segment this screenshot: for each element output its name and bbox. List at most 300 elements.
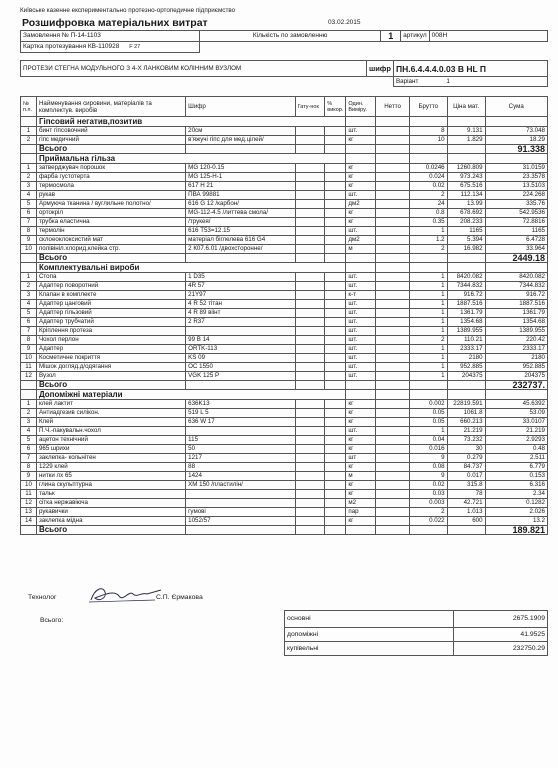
row-price: 208.233: [447, 218, 485, 227]
row-gross: 0.04: [409, 436, 447, 445]
row-sum: 952.885: [485, 363, 547, 372]
row-gross: 1: [409, 282, 447, 291]
row-gross: 0.05: [409, 409, 447, 418]
empty-cell: [376, 145, 410, 154]
row-net: [376, 427, 410, 436]
row-price: 0.017: [447, 472, 485, 481]
row-price: 9.131: [447, 127, 485, 136]
row-code: 21Y97: [186, 291, 295, 300]
row-pct: [325, 372, 346, 381]
row-net: [376, 273, 410, 282]
row-num: 8: [21, 227, 37, 236]
row-name: Адаптер: [36, 345, 185, 354]
row-ready: [295, 245, 325, 254]
section-num-cell: [21, 154, 37, 164]
row-num: 1: [21, 400, 37, 409]
row-gross: 2: [409, 245, 447, 254]
bought-value: 232750.29: [454, 642, 548, 656]
row-num: 2: [21, 173, 37, 182]
row-unit: кг: [346, 490, 376, 499]
row-name: Адаптер цанговий: [36, 300, 185, 309]
row-name: Кріплення протеза: [36, 327, 185, 336]
row-code: [186, 490, 295, 499]
row-gross: 0.022: [409, 517, 447, 526]
table-row: [21, 508, 548, 517]
row-gross: 1: [409, 291, 447, 300]
row-name: 965 шрихи: [36, 445, 185, 454]
row-name: нитки лх 65: [36, 472, 185, 481]
row-num: 4: [21, 300, 37, 309]
row-name: Вузол: [36, 372, 185, 381]
row-pct: [325, 236, 346, 245]
row-unit: кг: [346, 164, 376, 173]
row-sum: 73.048: [485, 127, 547, 136]
aux-label: допоміжні: [285, 628, 454, 642]
row-unit: кг: [346, 173, 376, 182]
empty-cell: [376, 154, 410, 164]
row-price: 16.982: [447, 245, 485, 254]
col-num: № п.п.: [21, 97, 37, 117]
empty-cell: [376, 390, 410, 400]
section-total-row: [21, 381, 548, 390]
row-code: 1424: [186, 472, 295, 481]
row-code: [186, 427, 295, 436]
empty-cell: [186, 254, 295, 263]
row-net: [376, 400, 410, 409]
row-pct: [325, 200, 346, 209]
row-name: 1229 клей: [36, 463, 185, 472]
row-sum: 335.76: [485, 200, 547, 209]
row-code: 115: [186, 436, 295, 445]
empty-cell: [376, 263, 410, 273]
table-row: [21, 418, 548, 427]
col-net: Нетто: [376, 97, 410, 117]
row-net: [376, 291, 410, 300]
col-unit: Один. Виміру.: [346, 97, 376, 117]
table-row: [21, 454, 548, 463]
table-row: [21, 372, 548, 381]
row-pct: [325, 209, 346, 218]
row-unit: шт.: [346, 127, 376, 136]
row-sum: 45.6392: [485, 400, 547, 409]
section-header-row: [21, 154, 548, 164]
row-gross: 1: [409, 273, 447, 282]
row-pct: [325, 227, 346, 236]
row-unit: кг: [346, 436, 376, 445]
row-gross: 1.2: [409, 236, 447, 245]
row-ready: [295, 182, 325, 191]
row-unit: м: [346, 472, 376, 481]
section-header-row: [21, 263, 548, 273]
row-name: рукавички: [36, 508, 185, 517]
row-net: [376, 445, 410, 454]
row-sum: 0.153: [485, 472, 547, 481]
empty-cell: [409, 381, 447, 390]
row-ready: [295, 463, 325, 472]
row-unit: дм2: [346, 236, 376, 245]
row-code: 519 L 5: [186, 409, 295, 418]
order-header-table: [20, 30, 548, 53]
row-sum: 1887.516: [485, 300, 547, 309]
row-gross: 0.03: [409, 490, 447, 499]
row-sum: 6.779: [485, 463, 547, 472]
row-price: 22819.591: [447, 400, 485, 409]
row-ready: [295, 300, 325, 309]
row-code: 636K13: [186, 400, 295, 409]
row-gross: 0.0246: [409, 164, 447, 173]
table-row: [21, 300, 548, 309]
row-code: ХМ 150 /пластилін/: [186, 481, 295, 490]
row-price: 5.394: [447, 236, 485, 245]
row-price: 1.013: [447, 508, 485, 517]
row-name: глина скульптурна: [36, 481, 185, 490]
row-name: полівініл.хлорид,клейка стр.: [36, 245, 185, 254]
total-num-cell: [21, 526, 37, 535]
empty-cell: [295, 254, 325, 263]
row-name: клей лактит: [36, 400, 185, 409]
row-price: 600: [447, 517, 485, 526]
row-price: 78: [447, 490, 485, 499]
row-num: 6: [21, 445, 37, 454]
row-sum: 53.09: [485, 409, 547, 418]
section-total-label: Всього: [36, 145, 185, 154]
row-gross: 1: [409, 363, 447, 372]
row-net: [376, 173, 410, 182]
table-row: [21, 136, 548, 145]
row-gross: 1: [409, 300, 447, 309]
empty-cell: [346, 254, 376, 263]
totals-table: [284, 610, 548, 656]
row-unit: дм2: [346, 200, 376, 209]
row-price: 952.885: [447, 363, 485, 372]
row-num: 1: [21, 127, 37, 136]
row-name: ацетон технічний: [36, 436, 185, 445]
row-net: [376, 127, 410, 136]
row-code: KS 09: [186, 354, 295, 363]
product-name: ПРОТЕЗИ СТЕГНА МОДУЛЬНОГО З 4-Х ЛАНКОВИМ КОЛІННИМ ВУЗЛОМ: [21, 61, 367, 77]
row-ready: [295, 472, 325, 481]
row-pct: [325, 336, 346, 345]
row-num: 3: [21, 418, 37, 427]
section-title: Комплектувальні вироби: [36, 263, 345, 273]
total-num-cell: [21, 145, 37, 154]
row-name: бинт гіпсовочний: [36, 127, 185, 136]
empty-cell: [186, 145, 295, 154]
row-price: 973.243: [447, 173, 485, 182]
row-num: 4: [21, 191, 37, 200]
table-row: [21, 182, 548, 191]
row-net: [376, 336, 410, 345]
row-num: 3: [21, 291, 37, 300]
table-row: [21, 517, 548, 526]
product-table: [20, 60, 548, 87]
section-title: Гіпсовий негатив,позитив: [36, 117, 345, 127]
empty-cell: [409, 145, 447, 154]
row-sum: 0.48: [485, 445, 547, 454]
page-title: Розшифровка матеріальних витрат: [22, 17, 208, 29]
row-unit: к-т: [346, 291, 376, 300]
row-pct: [325, 273, 346, 282]
row-code: 616 Т53=12.15: [186, 227, 295, 236]
row-sum: 1361.79: [485, 309, 547, 318]
row-ready: [295, 127, 325, 136]
section-total-value: 91.338: [485, 145, 547, 154]
row-name: Адаптер гільзовий: [36, 309, 185, 318]
row-net: [376, 218, 410, 227]
table-row: [21, 209, 548, 218]
row-ready: [295, 309, 325, 318]
row-gross: 1: [409, 227, 447, 236]
row-num: 2: [21, 136, 37, 145]
section-total-row: [21, 254, 548, 263]
empty-cell: [346, 263, 376, 273]
row-ready: [295, 436, 325, 445]
row-unit: шт.: [346, 282, 376, 291]
row-pct: [325, 173, 346, 182]
row-ready: [295, 291, 325, 300]
row-gross: 24: [409, 200, 447, 209]
row-name: трубка еластична: [36, 218, 185, 227]
row-pct: [325, 472, 346, 481]
row-gross: 2: [409, 508, 447, 517]
row-unit: кг: [346, 136, 376, 145]
row-net: [376, 508, 410, 517]
total-num-cell: [21, 381, 37, 390]
row-gross: 0.024: [409, 173, 447, 182]
empty-cell: [485, 390, 547, 400]
row-net: [376, 245, 410, 254]
table-row: [21, 164, 548, 173]
row-unit: шт.: [346, 300, 376, 309]
row-net: [376, 472, 410, 481]
row-price: 1.829: [447, 136, 485, 145]
row-sum: 13.2: [485, 517, 547, 526]
row-num: 10: [21, 481, 37, 490]
row-gross: 0.002: [409, 400, 447, 409]
row-price: 675.516: [447, 182, 485, 191]
row-num: 7: [21, 327, 37, 336]
row-sum: 2.511: [485, 454, 547, 463]
row-name: ортокріл: [36, 209, 185, 218]
row-code: 636 W 17: [186, 418, 295, 427]
col-code: Шифр: [186, 97, 295, 117]
row-pct: [325, 218, 346, 227]
row-price: 84.737: [447, 463, 485, 472]
row-num: 4: [21, 427, 37, 436]
empty-cell: [346, 145, 376, 154]
row-code: MG-112-4.5 /литтева смола/: [186, 209, 295, 218]
table-row: [21, 191, 548, 200]
row-num: 5: [21, 436, 37, 445]
article-label: артикул: [401, 31, 430, 42]
row-num: 5: [21, 309, 37, 318]
article-value: 008Н: [429, 31, 547, 42]
main-label: основні: [285, 611, 454, 628]
col-sum: Сума: [485, 97, 547, 117]
row-unit: м: [346, 245, 376, 254]
row-unit: кг: [346, 481, 376, 490]
row-code: 1 D35: [186, 273, 295, 282]
row-sum: 916.72: [485, 291, 547, 300]
row-sum: 6.316: [485, 481, 547, 490]
table-row: [21, 463, 548, 472]
row-net: [376, 182, 410, 191]
row-sum: 1389.955: [485, 327, 547, 336]
row-num: 9: [21, 236, 37, 245]
row-net: [376, 499, 410, 508]
row-unit: кг: [346, 182, 376, 191]
section-total-label: Всього: [36, 254, 185, 263]
row-sum: 542.9536: [485, 209, 547, 218]
row-pct: [325, 499, 346, 508]
table-row: [21, 273, 548, 282]
section-total-row: [21, 145, 548, 154]
row-unit: кг: [346, 400, 376, 409]
empty-cell: [346, 117, 376, 127]
row-name: гіпс медичний: [36, 136, 185, 145]
row-sum: 0.1282: [485, 499, 547, 508]
row-sum: 21.219: [485, 427, 547, 436]
empty-cell: [346, 390, 376, 400]
empty-cell: [485, 154, 547, 164]
row-code: 2 К07.6.01 /двохсторонне/: [186, 245, 295, 254]
row-code: 20см: [186, 127, 295, 136]
empty-cell: [447, 145, 485, 154]
empty-cell: [447, 381, 485, 390]
empty-cell: [409, 117, 447, 127]
row-price: 1887.516: [447, 300, 485, 309]
row-gross: 1: [409, 354, 447, 363]
row-pct: [325, 127, 346, 136]
row-pct: [325, 409, 346, 418]
table-row: [21, 245, 548, 254]
table-row: [21, 409, 548, 418]
row-net: [376, 309, 410, 318]
row-num: 11: [21, 490, 37, 499]
row-code: 616 G 12 /карбон/: [186, 200, 295, 209]
empty-cell: [409, 390, 447, 400]
row-code: 4R 57: [186, 282, 295, 291]
row-unit: м2: [346, 499, 376, 508]
row-sum: 2.9293: [485, 436, 547, 445]
row-ready: [295, 236, 325, 245]
row-name: тальк: [36, 490, 185, 499]
row-ready: [295, 427, 325, 436]
row-gross: 9: [409, 472, 447, 481]
row-code: /трукея/: [186, 218, 295, 227]
row-pct: [325, 400, 346, 409]
row-price: 0.279: [447, 454, 485, 463]
main-value: 2675.1909: [454, 611, 548, 628]
table-row: [21, 427, 548, 436]
table-row: [21, 236, 548, 245]
empty-cell: [376, 381, 410, 390]
row-sum: 18.29: [485, 136, 547, 145]
row-unit: шт.: [346, 191, 376, 200]
row-net: [376, 436, 410, 445]
row-price: 112.134: [447, 191, 485, 200]
row-code: 88: [186, 463, 295, 472]
row-net: [376, 409, 410, 418]
row-num: 12: [21, 499, 37, 508]
row-net: [376, 282, 410, 291]
row-ready: [295, 354, 325, 363]
row-gross: 0.08: [409, 463, 447, 472]
row-gross: 2: [409, 336, 447, 345]
row-unit: кг: [346, 463, 376, 472]
empty-cell: [447, 263, 485, 273]
row-pct: [325, 164, 346, 173]
row-sum: 72.8816: [485, 218, 547, 227]
table-row: [21, 318, 548, 327]
row-name: Стопа: [36, 273, 185, 282]
row-pct: [325, 245, 346, 254]
row-net: [376, 481, 410, 490]
empty-cell: [376, 526, 410, 535]
empty-cell: [325, 145, 346, 154]
row-ready: [295, 454, 325, 463]
table-row: [21, 291, 548, 300]
row-gross: 0.003: [409, 499, 447, 508]
row-pct: [325, 354, 346, 363]
row-ready: [295, 345, 325, 354]
row-gross: 2: [409, 191, 447, 200]
row-net: [376, 200, 410, 209]
qty-label: Кількість по замовленню: [200, 31, 381, 42]
col-price: Ціна мат.: [447, 97, 485, 117]
row-code: 2 R37: [186, 318, 295, 327]
row-code: MG 120-0.15: [186, 164, 295, 173]
empty-cell: [295, 145, 325, 154]
table-row: [21, 354, 548, 363]
row-price: 7344.832: [447, 282, 485, 291]
row-sum: 1165: [485, 227, 547, 236]
section-num-cell: [21, 117, 37, 127]
row-ready: [295, 409, 325, 418]
row-ready: [295, 445, 325, 454]
row-pct: [325, 182, 346, 191]
section-total-value: 232737.: [485, 381, 547, 390]
row-ready: [295, 327, 325, 336]
row-price: 13.99: [447, 200, 485, 209]
row-unit: шт.: [346, 354, 376, 363]
row-unit: шт.: [346, 372, 376, 381]
row-num: 1: [21, 273, 37, 282]
col-ready: Гату-нок: [295, 97, 325, 117]
row-gross: 0.8: [409, 209, 447, 218]
row-net: [376, 227, 410, 236]
row-gross: 1: [409, 318, 447, 327]
row-num: 8: [21, 336, 37, 345]
row-net: [376, 372, 410, 381]
row-gross: 1: [409, 372, 447, 381]
row-price: 110.21: [447, 336, 485, 345]
col-gross: Брутто: [409, 97, 447, 117]
row-unit: шт.: [346, 318, 376, 327]
empty-cell: [186, 381, 295, 390]
section-header-row: [21, 390, 548, 400]
row-pct: [325, 445, 346, 454]
row-price: 2180: [447, 354, 485, 363]
row-name: затверджувач порошок: [36, 164, 185, 173]
row-sum: 33.0107: [485, 418, 547, 427]
empty-cell: [447, 390, 485, 400]
table-row: [21, 327, 548, 336]
row-name: Адаптер трубчатий: [36, 318, 185, 327]
signature: [85, 584, 165, 606]
row-net: [376, 209, 410, 218]
institution-name: Київське казенне експериментально протезно-ортопедичне підприємство: [20, 7, 236, 14]
